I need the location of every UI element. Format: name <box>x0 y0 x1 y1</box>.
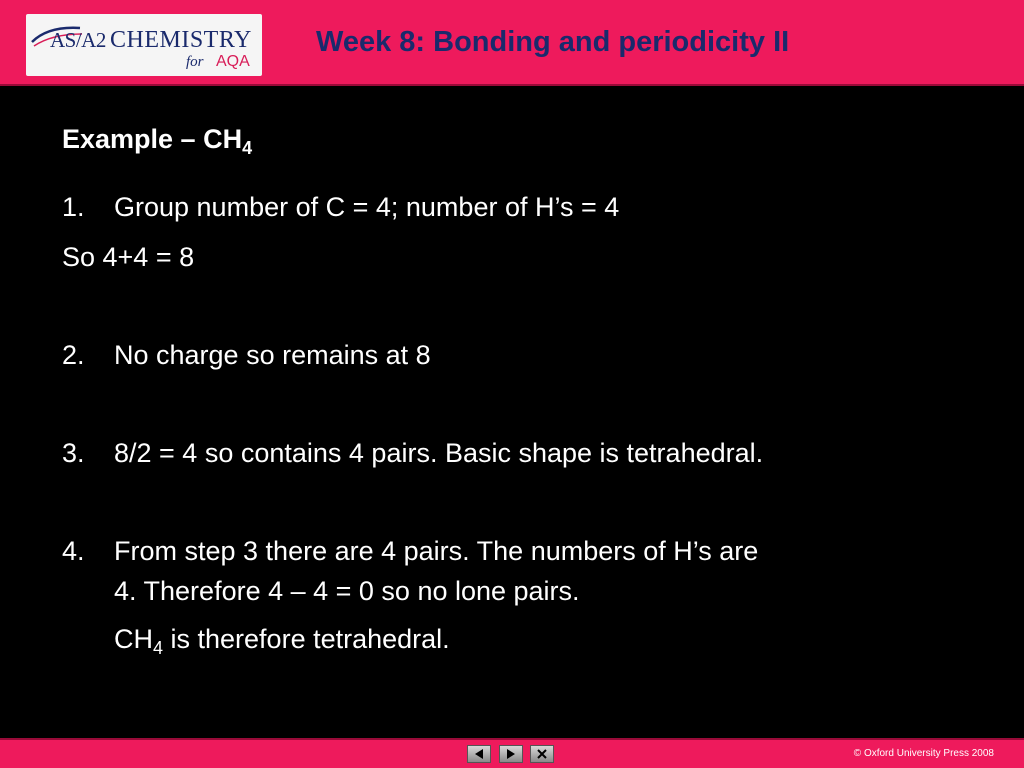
header-bar <box>0 0 1024 86</box>
logo-name: CHEMISTRY <box>110 27 252 53</box>
list-item-number: 3. <box>62 438 85 468</box>
list-item-number: 2. <box>62 340 85 370</box>
close-icon <box>536 748 548 760</box>
list-item-continuation <box>114 572 580 610</box>
list-item-number: 1. <box>62 192 85 222</box>
list-item-text: 8/2 = 4 so contains 4 pairs. Basic shape is tetrahedral. <box>114 438 764 468</box>
list-item <box>62 238 194 276</box>
list-item-text: So 4+4 = 8 <box>62 242 195 272</box>
list-item-text: Group number of C = 4; number of H’s = 4 <box>114 192 620 222</box>
copyright-notice: © Oxford University Press 2008 <box>853 748 994 759</box>
conclusion-text: is therefore tetrahedral. <box>163 624 450 654</box>
conclusion-formula: CH <box>114 624 153 654</box>
list-item-number: 4. <box>62 536 85 566</box>
previous-slide-button[interactable] <box>467 745 491 763</box>
list-item-text: From step 3 there are 4 pairs. The numbers of H’s are <box>114 536 759 566</box>
footer-bar <box>0 738 1024 768</box>
slide-heading <box>62 124 252 159</box>
triangle-right-icon <box>505 748 517 760</box>
end-show-button[interactable] <box>530 745 554 763</box>
logo <box>26 14 262 76</box>
heading-main: Example – CH <box>62 124 243 154</box>
conclusion-subscript: 4 <box>153 638 164 658</box>
triangle-left-icon <box>473 748 485 760</box>
conclusion-line <box>114 620 450 667</box>
next-slide-button[interactable] <box>499 745 523 763</box>
heading-subscript: 4 <box>242 138 253 158</box>
slide-title: Week 8: Bonding and periodicity II <box>316 26 790 58</box>
list-item-text: No charge so remains at 8 <box>114 340 431 370</box>
logo-for: for <box>186 54 204 70</box>
logo-prefix: AS/A2 <box>50 28 106 52</box>
logo-board: AQA <box>216 53 250 70</box>
list-item-text: 4. Therefore 4 – 4 = 0 so no lone pairs. <box>114 576 580 606</box>
